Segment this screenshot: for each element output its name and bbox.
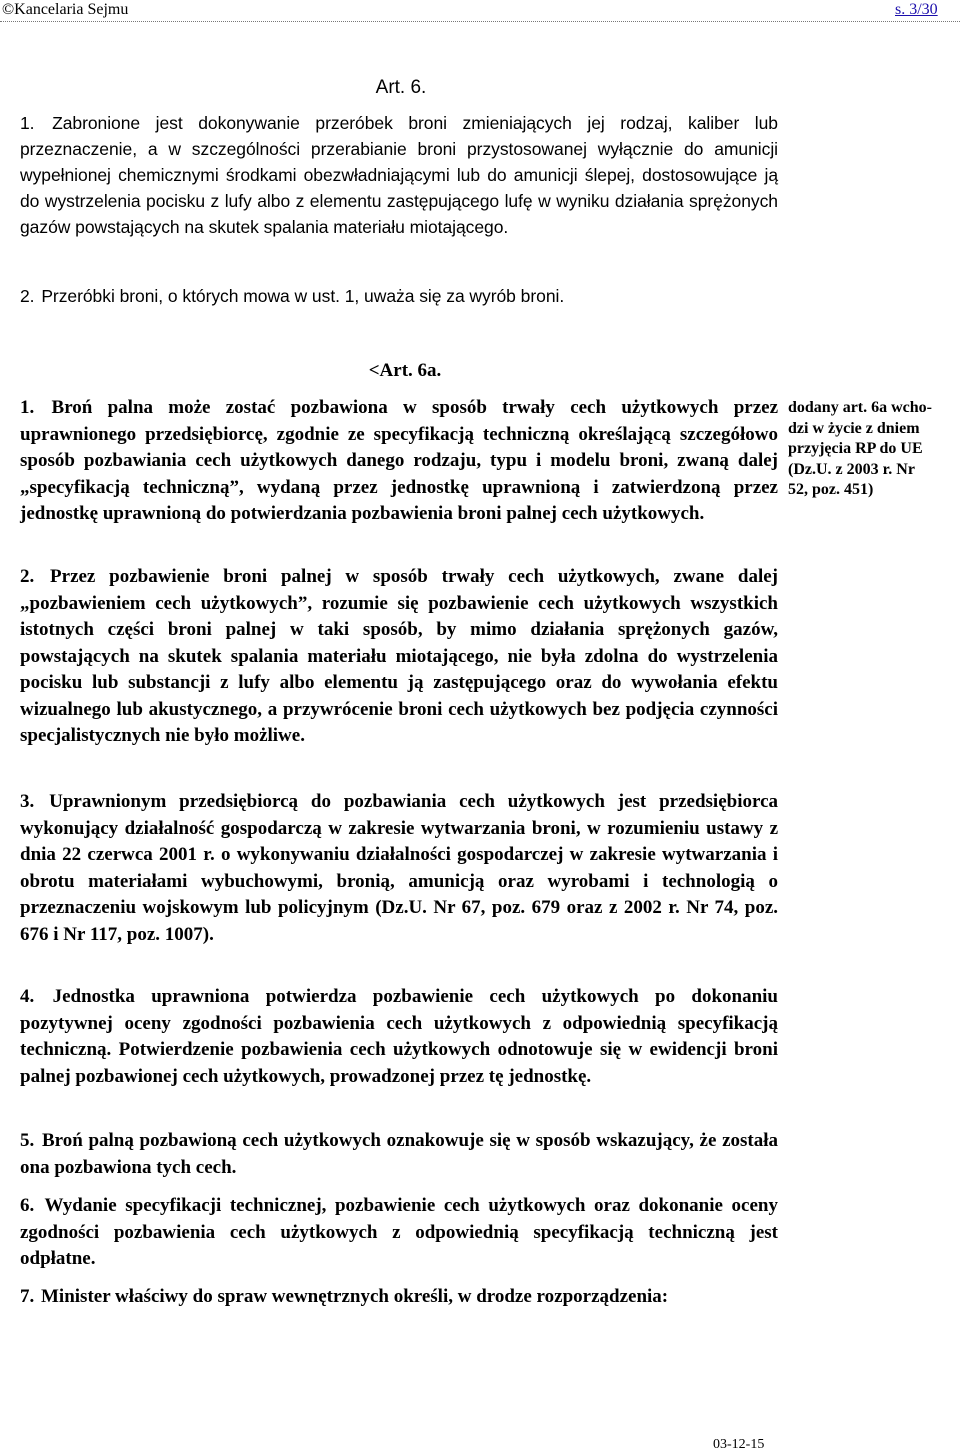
margin-note-line: dodany art. 6a wcho-: [788, 399, 933, 416]
paragraph-number: 1.: [20, 397, 35, 418]
page-number-link[interactable]: s. 3/30: [895, 1, 938, 18]
paragraph-text: Broń palną pozbawioną cech użytkowych oznakowuje się w sposób wskazujący, że została ona pozbawiona tych cech.: [20, 1130, 779, 1178]
article-6a-paragraph-2: [20, 564, 778, 750]
paragraph-text: Minister właściwy do spraw wewnętrznych określi, w drodze rozporządzenia:: [41, 1286, 669, 1307]
article-6a-paragraph-7: [20, 1284, 778, 1311]
margin-note-line: dzi w życie z dniem: [788, 419, 920, 437]
header-divider: [0, 21, 960, 22]
paragraph-text: Broń palna może zostać pozbawiona w sposób trwały cech użytkowych przez uprawnionego przedsiębiorcę, zgodnie ze specyfikacją techniczną określającą szczegółowo sposób pozbawiania cech użytkowych danego rodzaju, typu i modelu broni, zwaną dalej „specyfikacją techniczną”, wydaną przez jednostkę uprawnioną i zatwierdzoną przez jednostkę uprawnioną do potwierdzania pozbawienia broni palnej cech użytkowych.: [20, 397, 778, 524]
paragraph-text: Przez pozbawienie broni palnej w sposób trwały cech użytkowych, zwane dalej „pozbawieniem cech użytkowych”, rozumie się pozbawienie cech użytkowych wszystkich istotnych części broni palnej w taki sposób, by mimo działania sprężonych gazów, powstających na skutek spalania materiału miotającego, nie była zdolna do wystrzelenia pocisku lub substancji z lufy albo elementu ją zastępującego oraz do wywołania efektu wizualnego lub akustycznego, a przywrócenie broni cech użytkowych bez podjęcia czynności specjalistycznych nie było możliwe.: [20, 566, 779, 746]
paragraph-text: Jednostka uprawniona potwierdza pozbawienie cech użytkowych po dokonaniu pozytywnej oceny zgodności pozbawienia cech użytkowych z odpowiednią specyfikacją techniczną. Potwierdzenie pozbawienia cech użytkowych odnotowuje się w ewidencji broni palnej pozbawionej cech użytkowych, prowadzonej przez tę jednostkę.: [20, 986, 778, 1087]
paragraph-text: Zabronione jest dokonywanie przeróbek broni zmieniających jej rodzaj, kaliber lub przeznaczenie, a w szczególności przerabianie broni przystosowanej wyłącznie do amunicji wypełnionej chemicznymi środkami obezwładniającymi lub do amunicji ślepej, dostosowujące ją do wystrzelenia pocisku z lufy albo z elementu zastępującego lufę w wyniku działania sprężonych gazów powstających na skutek spalania materiału miotającego.: [20, 113, 778, 237]
article-6-paragraph-2: [20, 283, 778, 309]
header-page-number[interactable]: [895, 0, 938, 20]
header-publisher: ©Kancelaria Sejmu: [2, 1, 129, 18]
paragraph-number: 5.: [20, 1130, 35, 1151]
article-6-paragraph-1: [20, 110, 778, 240]
article-6a-paragraph-6: [20, 1193, 778, 1273]
paragraph-number: 2.: [20, 566, 35, 587]
article-6a-paragraph-3: [20, 789, 778, 948]
paragraph-number: 3.: [20, 791, 35, 812]
paragraph-text: Wydanie specyfikacji technicznej, pozbawienie cech użytkowych oraz dokonanie oceny zgodności pozbawienia cech użytkowych z odpowiednią specyfikacją techniczną jest odpłatne.: [20, 1195, 778, 1269]
article-6a-title: <Art. 6a.: [368, 360, 442, 381]
margin-note-line: (Dz.U. z 2003 r. Nr: [788, 460, 915, 478]
footer-date: 03-12-15: [713, 1437, 765, 1452]
article-6a-paragraph-4: [20, 984, 778, 1090]
paragraph-number: 2.: [20, 286, 35, 306]
paragraph-number: 6.: [20, 1195, 35, 1216]
paragraph-number: 7.: [20, 1286, 35, 1307]
paragraph-number: 1.: [20, 113, 35, 133]
article-6a-paragraph-1: [20, 395, 778, 528]
margin-note-line: 52, poz. 451): [788, 481, 874, 498]
margin-note-line: przyjęcia RP do UE: [788, 440, 923, 457]
margin-note: [788, 398, 960, 501]
paragraph-text: Przeróbki broni, o których mowa w ust. 1, uważa się za wyrób broni.: [41, 286, 565, 306]
paragraph-number: 4.: [20, 986, 35, 1007]
article-6a-paragraph-5: [20, 1128, 778, 1181]
paragraph-text: Uprawnionym przedsiębiorcą do pozbawiania cech użytkowych jest przedsiębiorca wykonujący działalność gospodarczą w zakresie wytwarzania broni, w rozumieniu ustawy z dnia 22 czerwca 2001 r. o wykonywaniu działalności gospodarczej w zakresie wytwarzania i obrotu materiałami wybuchowymi, bronią, amunicją oraz wyrobami i technologią o przeznaczeniu wojskowym lub policyjnym (Dz.U. Nr 67, poz. 679 oraz z 2002 r. Nr 74, poz. 676 i Nr 117, poz. 1007).: [20, 791, 778, 945]
article-6-title: Art. 6.: [375, 77, 427, 98]
